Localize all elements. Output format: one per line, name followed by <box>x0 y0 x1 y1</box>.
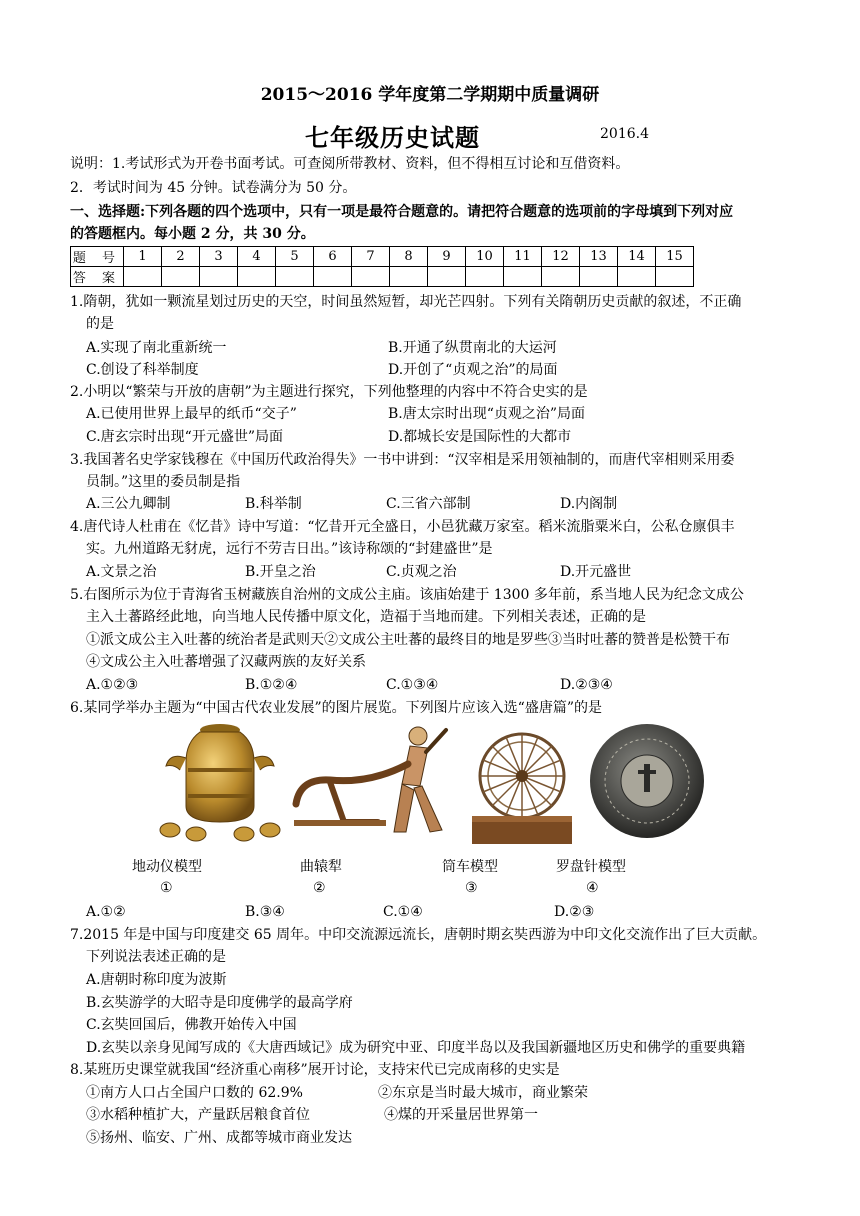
question-2-option-b: B.唐太宗时出现“贞观之治”局面 <box>388 406 586 422</box>
notes-line-1: 说明：1.考试形式为开卷书面考试。可查阅所带教材、资料，但不得相互讨论和互借资料。 <box>70 156 630 172</box>
question-4-option-b: B.开皇之治 <box>245 564 316 580</box>
picture-2-number: ② <box>313 880 326 896</box>
question-5-option-b: B.①②④ <box>245 677 298 693</box>
answer-cell[interactable] <box>390 267 428 287</box>
question-7-option-c: C.玄奘回国后，佛教开始传入中国 <box>86 1017 297 1033</box>
question-5-option-a: A.①②③ <box>86 677 139 693</box>
question-4-option-c: C.贞观之治 <box>386 564 457 580</box>
answer-grid-number-row <box>71 247 694 267</box>
question-3-option-d: D.内阁制 <box>560 496 618 512</box>
question-7-option-a: A.唐朝时称印度为波斯 <box>86 972 227 988</box>
answer-cell[interactable] <box>618 267 656 287</box>
question-3-option-c: C.三省六部制 <box>386 496 471 512</box>
question-number-cell: 12 <box>542 247 580 267</box>
question-6-option-c: C.①④ <box>383 904 423 920</box>
question-5-stem: 5.右图所示为位于青海省玉树藏族自治州的文成公主庙。该庙始建于 1300 多年前，系当地人民为纪念文成公 <box>70 587 744 603</box>
answer-cell[interactable] <box>276 267 314 287</box>
curved-plow-image <box>290 724 470 840</box>
section-1-instruction-1: 一、选择题:下列各题的四个选项中，只有一项是最符合题意的。请把符合题意的选项前的字母填到下列对应 <box>70 204 734 220</box>
page-title: 七年级历史试题 <box>305 123 480 152</box>
question-number-cell: 14 <box>618 247 656 267</box>
answer-cell[interactable] <box>200 267 238 287</box>
question-8-statement-1: ①南方人口占全国户口数的 62.9% <box>86 1085 303 1101</box>
question-1-option-a: A.实现了南北重新统一 <box>86 340 227 356</box>
question-6-stem: 6.某同学举办主题为“中国古代农业发展”的图片展览。下列图片应该入选“盛唐篇”的是 <box>70 700 602 716</box>
question-number-cell: 10 <box>466 247 504 267</box>
question-5-statements-1: ①派文成公主入吐蕃的统治者是武则天②文成公主吐蕃的最终目的地是罗些③当时吐蕃的赞普是松赞干布 <box>86 632 730 648</box>
question-number-cell: 5 <box>276 247 314 267</box>
question-8-statement-4: ④煤的开采量居世界第一 <box>384 1107 538 1123</box>
answer-cell[interactable] <box>656 267 694 287</box>
question-6-option-b: B.③④ <box>245 904 285 920</box>
question-2-option-d: D.都城长安是国际性的大都市 <box>388 429 572 445</box>
question-number-cell: 15 <box>656 247 694 267</box>
answer-cell[interactable] <box>162 267 200 287</box>
notes-line-2: 2．考试时间为 45 分钟。试卷满分为 50 分。 <box>70 180 357 196</box>
question-5-option-d: D.②③④ <box>560 677 613 693</box>
question-1-option-b: B.开通了纵贯南北的大运河 <box>388 340 557 356</box>
question-1-stem: 1.隋朝，犹如一颗流星划过历史的天空，时间虽然短暂，却光芒四射。下列有关隋朝历史贡献的叙述，不正确 <box>70 294 742 310</box>
seismograph-image <box>156 722 284 842</box>
answer-cell[interactable] <box>238 267 276 287</box>
question-4-stem-cont: 实。九州道路无豺虎，远行不劳吉日出。”该诗称颂的“封建盛世”是 <box>86 541 493 557</box>
question-8-stem: 8.某班历史课堂就我国“经济重心南移”展开讨论，支持宋代已完成南移的史实是 <box>70 1062 560 1078</box>
section-1-instruction-2: 的答题框内。每小题 2 分，共 30 分。 <box>70 226 315 242</box>
question-5-statements-2: ④文成公主入吐蕃增强了汉藏两族的友好关系 <box>86 654 366 670</box>
answer-cell[interactable] <box>352 267 390 287</box>
question-7-stem-cont: 下列说法表述正确的是 <box>86 949 226 965</box>
question-number-cell: 9 <box>428 247 466 267</box>
question-number-cell: 3 <box>200 247 238 267</box>
answer-grid <box>70 246 694 287</box>
question-6-option-a: A.①② <box>86 904 126 920</box>
picture-1-caption: 地动仪模型 <box>132 859 202 875</box>
question-3-stem-cont: 员制。”这里的委员制是指 <box>86 474 241 490</box>
answer-cell[interactable] <box>428 267 466 287</box>
answer-grid-answer-label: 答 案 <box>71 267 124 287</box>
question-number-cell: 7 <box>352 247 390 267</box>
water-wheel-image <box>470 730 574 846</box>
question-2-stem: 2.小明以“繁荣与开放的唐朝”为主题进行探究，下列他整理的内容中不符合史实的是 <box>70 384 588 400</box>
question-1-stem-cont: 的是 <box>86 316 114 332</box>
answer-cell[interactable] <box>542 267 580 287</box>
question-5-option-c: C.①③④ <box>386 677 439 693</box>
question-7-option-b: B.玄奘游学的大昭寺是印度佛学的最高学府 <box>86 995 353 1011</box>
answer-cell[interactable] <box>314 267 352 287</box>
answer-cell[interactable] <box>466 267 504 287</box>
question-4-stem: 4.唐代诗人杜甫在《忆昔》诗中写道：“忆昔开元全盛日，小邑犹藏万家室。稻米流脂粟米白，公私仓廪俱丰 <box>70 519 735 535</box>
answer-cell[interactable] <box>504 267 542 287</box>
question-number-cell: 1 <box>124 247 162 267</box>
question-2-option-c: C.唐玄宗时出现“开元盛世”局面 <box>86 429 283 445</box>
picture-4-number: ④ <box>586 880 599 896</box>
answer-grid-answer-row <box>71 267 694 287</box>
question-8-statement-2: ②东京是当时最大城市，商业繁荣 <box>378 1085 588 1101</box>
question-7-stem: 7.2015 年是中国与印度建交 65 周年。中印交流源远流长，唐朝时期玄奘西游为中印文化交流作出了巨大贡献。 <box>70 927 767 943</box>
question-number-cell: 8 <box>390 247 428 267</box>
picture-4-caption: 罗盘针模型 <box>556 859 626 875</box>
question-3-option-b: B.科举制 <box>245 496 302 512</box>
question-4-option-d: D.开元盛世 <box>560 564 632 580</box>
picture-1-number: ① <box>160 880 173 896</box>
picture-3-number: ③ <box>465 880 478 896</box>
question-7-option-d: D.玄奘以亲身见闻写成的《大唐西域记》成为研究中亚、印度半岛以及我国新疆地区历史和佛学的重要典籍 <box>86 1040 746 1056</box>
exam-date: 2016.4 <box>600 126 649 142</box>
question-2-option-a: A.已使用世界上最早的纸币“交子” <box>86 406 297 422</box>
question-number-cell: 4 <box>238 247 276 267</box>
question-4-option-a: A.文景之治 <box>86 564 157 580</box>
picture-2-caption: 曲辕犁 <box>300 859 342 875</box>
question-3-option-a: A.三公九卿制 <box>86 496 171 512</box>
answer-cell[interactable] <box>124 267 162 287</box>
question-number-cell: 13 <box>580 247 618 267</box>
question-number-cell: 2 <box>162 247 200 267</box>
question-8-statement-5: ⑤扬州、临安、广州、成都等城市商业发达 <box>86 1130 352 1146</box>
question-5-stem-cont: 主入土蕃路经此地，向当地人民传播中原文化，造福于当地而建。下列相关表述，正确的是 <box>86 609 646 625</box>
answer-grid-number-label: 题 号 <box>71 247 124 267</box>
question-3-stem: 3.我国著名史学家钱穆在《中国历代政治得失》一书中讲到：“汉宰相是采用领袖制的，而唐代宰相则采用委 <box>70 452 735 468</box>
compass-image <box>588 722 706 840</box>
question-number-cell: 6 <box>314 247 352 267</box>
question-8-statement-3: ③水稻种植扩大，产量跃居粮食首位 <box>86 1107 310 1123</box>
picture-3-caption: 筒车模型 <box>442 859 498 875</box>
exam-header: 2015～2016 学年度第二学期期中质量调研 <box>260 85 600 105</box>
question-6-option-d: D.②③ <box>554 904 595 920</box>
answer-cell[interactable] <box>580 267 618 287</box>
question-1-option-d: D.开创了“贞观之治”的局面 <box>388 362 558 378</box>
question-1-option-c: C.创设了科举制度 <box>86 362 199 378</box>
question-number-cell: 11 <box>504 247 542 267</box>
